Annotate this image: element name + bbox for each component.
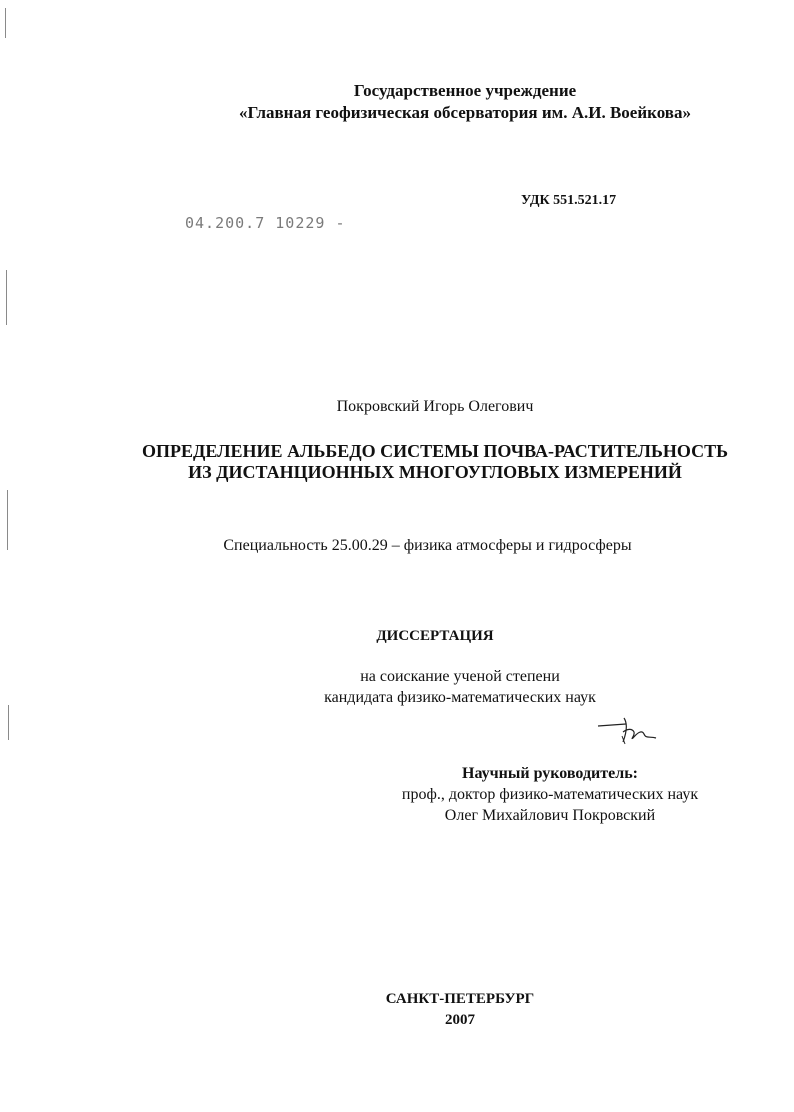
degree-line-2: кандидата физико-математических наук <box>324 689 596 706</box>
specialty: Специальность 25.00.29 – физика атмосферы и гидросферы <box>223 537 632 554</box>
degree-sought <box>0 666 794 708</box>
dissertation-title <box>0 441 794 483</box>
title-line-2: ИЗ ДИСТАНЦИОННЫХ МНОГОУГЛОВЫХ ИЗМЕРЕНИЙ <box>188 462 682 482</box>
supervisor-name: Олег Михайлович Покровский <box>444 807 656 824</box>
supervisor-heading: Научный руководитель: <box>462 765 638 782</box>
institution-line-1: Государственное учреждение <box>353 81 577 100</box>
document-type: ДИССЕРТАЦИЯ <box>376 628 494 644</box>
scan-edge-mark <box>6 270 7 325</box>
title-line-1: ОПРЕДЕЛЕНИЕ АЛЬБЕДО СИСТЕМЫ ПОЧВА-РАСТИТЕЛЬНОСТЬ <box>141 441 728 461</box>
scientific-supervisor <box>0 763 794 826</box>
scan-edge-mark <box>5 8 6 38</box>
handwritten-signature <box>596 714 666 748</box>
author-name: Покровский Игорь Олегович <box>336 398 534 415</box>
scan-edge-mark <box>8 705 9 740</box>
city-and-year <box>0 989 794 1031</box>
city: САНКТ-ПЕТЕРБУРГ <box>385 991 535 1007</box>
supervisor-rank: проф., доктор физико-математических наук <box>401 786 699 803</box>
degree-line-1: на соискание ученой степени <box>360 668 560 685</box>
udc-code: УДК 551.521.17 <box>521 193 617 208</box>
year: 2007 <box>445 1012 475 1028</box>
institution-line-2: «Главная геофизическая обсерватория им. А.И. Воейкова» <box>239 103 691 122</box>
registration-stamp: 04.200.7 10229 - <box>185 214 346 232</box>
institution-name <box>0 80 794 124</box>
